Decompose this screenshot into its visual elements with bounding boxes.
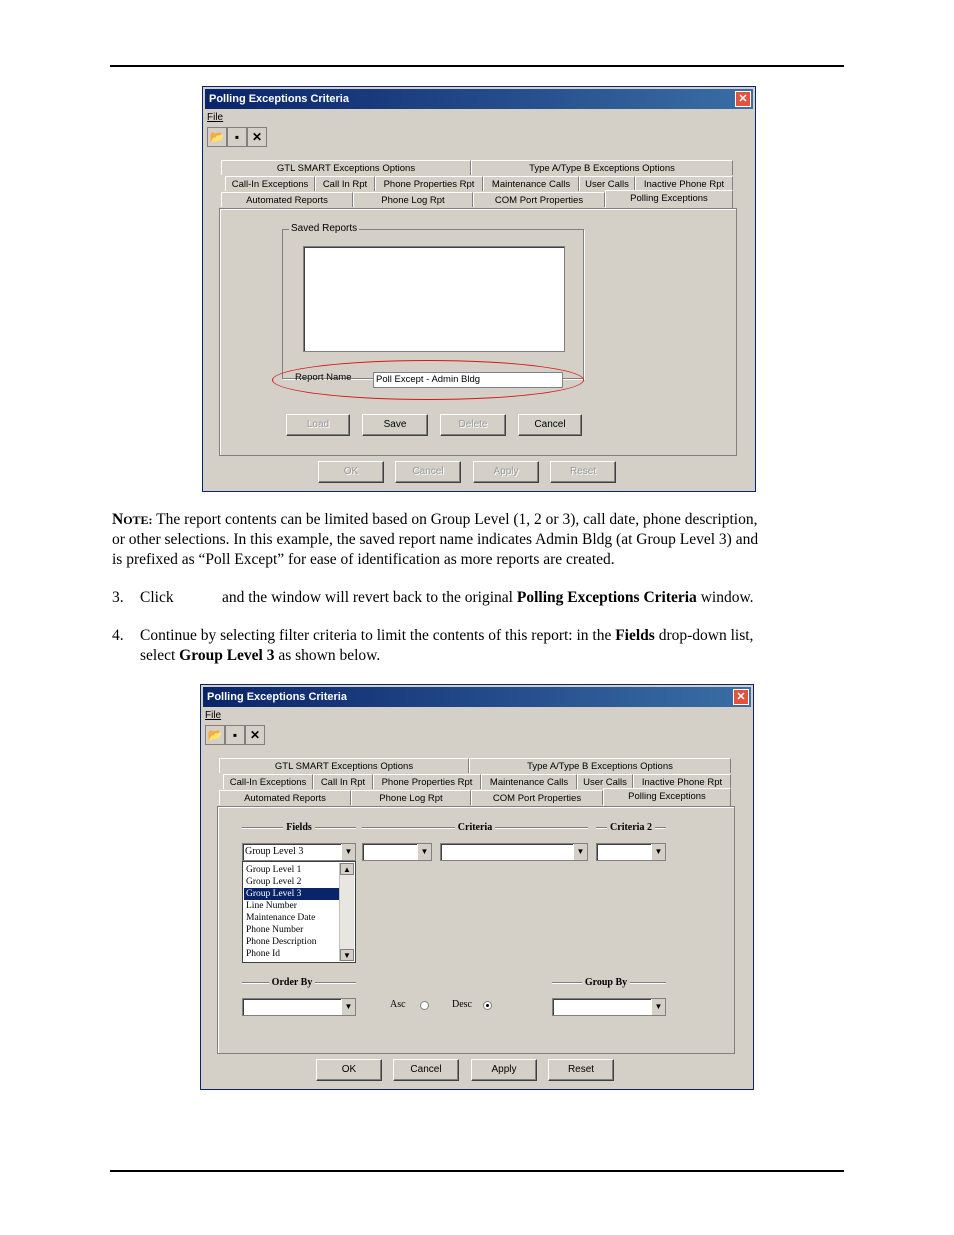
- window-title: Polling Exceptions Criteria: [209, 93, 349, 105]
- saved-reports-group: [282, 223, 584, 385]
- group-by-label-text: Group By: [582, 977, 630, 988]
- tab-row-1: [221, 160, 735, 175]
- reset-button[interactable]: Reset: [550, 461, 616, 483]
- list-item[interactable]: Group Level 1: [246, 865, 302, 875]
- note-text-2: or other selections. In this example, the saved report name indicates Admin Bldg (at Group Level 3) and: [112, 531, 759, 548]
- chevron-down-icon[interactable]: ▼: [651, 844, 665, 860]
- close-button[interactable]: ✕: [735, 91, 751, 107]
- tab-gtl-smart-exceptions[interactable]: GTL SMART Exceptions Options: [219, 758, 469, 773]
- step-4-group-level-bold: Group Level 3: [179, 647, 275, 664]
- fields-label-text: Fields: [283, 822, 315, 833]
- criteria-label-text: Criteria: [455, 822, 495, 833]
- scroll-down-icon[interactable]: ▼: [340, 949, 354, 961]
- list-item[interactable]: Maintenance Date: [246, 913, 316, 923]
- note-label-n: N: [112, 511, 124, 528]
- tab-inactive-phone-rpt[interactable]: Inactive Phone Rpt: [635, 176, 733, 191]
- bottom-rule: [110, 1170, 844, 1172]
- delete-button[interactable]: Delete: [440, 414, 506, 436]
- menu-bar: [207, 111, 223, 125]
- step-4-shown-below: as shown below.: [278, 647, 381, 664]
- list-item-selected[interactable]: Group Level 3: [244, 888, 339, 900]
- report-name-label: Report Name: [295, 372, 352, 383]
- tab-call-in-exceptions[interactable]: Call-In Exceptions: [225, 176, 315, 191]
- polling-exceptions-window-saved-reports: [202, 86, 756, 492]
- list-item[interactable]: Phone Description: [246, 937, 317, 947]
- open-folder-icon[interactable]: 📂: [205, 725, 225, 745]
- list-item[interactable]: Group Level 2: [246, 877, 302, 887]
- menu-bar-2: [205, 709, 221, 723]
- desc-radio[interactable]: [483, 1001, 492, 1010]
- apply-button[interactable]: Apply: [471, 1059, 537, 1081]
- ok-button[interactable]: OK: [318, 461, 384, 483]
- criteria-value-dropdown[interactable]: [440, 843, 588, 861]
- tab-maintenance-calls[interactable]: Maintenance Calls: [483, 176, 579, 191]
- tab-row-1-2: [219, 758, 733, 773]
- group-by-dropdown[interactable]: [552, 998, 666, 1016]
- tab-row-2-2: [223, 774, 733, 789]
- chevron-down-icon[interactable]: ▼: [341, 844, 355, 860]
- close-x-icon[interactable]: ✕: [245, 725, 265, 745]
- step-3-text: [222, 588, 754, 608]
- order-by-dropdown[interactable]: [242, 998, 356, 1016]
- save-button[interactable]: Save: [362, 414, 428, 436]
- tab-inactive-phone-rpt[interactable]: Inactive Phone Rpt: [633, 774, 731, 789]
- tab-automated-reports[interactable]: Automated Reports: [221, 192, 353, 207]
- step-4-line-1: [140, 626, 860, 646]
- tab-call-in-rpt[interactable]: Call In Rpt: [313, 774, 373, 789]
- tab-gtl-smart-exceptions[interactable]: GTL SMART Exceptions Options: [221, 160, 471, 175]
- tab-panel-2: [217, 806, 735, 1054]
- step-3-click: Click: [140, 589, 174, 606]
- cancel-button[interactable]: Cancel: [395, 461, 461, 483]
- window-title-2: Polling Exceptions Criteria: [207, 691, 347, 703]
- tab-polling-exceptions[interactable]: Polling Exceptions: [603, 788, 731, 806]
- polling-exceptions-window-fields: [200, 684, 754, 1090]
- tab-phone-log-rpt[interactable]: Phone Log Rpt: [353, 192, 473, 207]
- tab-type-a-b-exceptions[interactable]: Type A/Type B Exceptions Options: [469, 758, 731, 773]
- chevron-down-icon[interactable]: ▼: [341, 999, 355, 1015]
- save-disk-icon[interactable]: ▪: [225, 725, 245, 745]
- tab-user-calls[interactable]: User Calls: [577, 774, 633, 789]
- tab-com-port-properties[interactable]: COM Port Properties: [473, 192, 605, 207]
- note-text-1: The report contents can be limited based on Group Level (1, 2 or 3), call date, phone description,: [156, 511, 758, 528]
- step-3-number: 3.: [112, 589, 124, 606]
- list-item[interactable]: Phone Number: [246, 925, 304, 935]
- step-3-mid: and the window will revert back to the original: [222, 589, 513, 606]
- save-disk-icon[interactable]: ▪: [227, 127, 247, 147]
- ok-button[interactable]: OK: [316, 1059, 382, 1081]
- apply-button[interactable]: Apply: [473, 461, 539, 483]
- saved-reports-label: Saved Reports: [291, 223, 358, 234]
- tab-user-calls[interactable]: User Calls: [579, 176, 635, 191]
- window-title-bar: [205, 89, 753, 109]
- tab-call-in-exceptions[interactable]: Call-In Exceptions: [223, 774, 313, 789]
- fields-dropdown-value: Group Level 3: [245, 846, 304, 857]
- highlight-ellipse: [272, 360, 584, 400]
- open-folder-icon[interactable]: 📂: [207, 127, 227, 147]
- tab-phone-properties-rpt[interactable]: Phone Properties Rpt: [375, 176, 483, 191]
- fields-label: [242, 822, 356, 833]
- scroll-up-icon[interactable]: ▲: [340, 863, 354, 875]
- step-3-end: window.: [700, 589, 754, 606]
- chevron-down-icon[interactable]: ▼: [573, 844, 587, 860]
- tab-phone-properties-rpt[interactable]: Phone Properties Rpt: [373, 774, 481, 789]
- criteria2-label: [596, 822, 666, 833]
- step-4-text-b: drop-down list,: [658, 627, 754, 644]
- step-4-number: 4.: [112, 627, 124, 644]
- tab-panel: [219, 208, 737, 456]
- tab-automated-reports[interactable]: Automated Reports: [219, 790, 351, 805]
- tab-maintenance-calls[interactable]: Maintenance Calls: [481, 774, 577, 789]
- fields-dropdown[interactable]: [242, 843, 356, 861]
- step-4-body: [140, 626, 860, 666]
- list-scrollbar[interactable]: [339, 863, 354, 961]
- step-3: [112, 588, 842, 608]
- step-4: [112, 626, 842, 664]
- criteria-operator-dropdown[interactable]: [362, 843, 432, 861]
- close-button-2[interactable]: ✕: [733, 689, 749, 705]
- load-button[interactable]: Load: [286, 414, 350, 436]
- step-3-bold: Polling Exceptions Criteria: [516, 589, 697, 606]
- fields-dropdown-list: [242, 861, 356, 963]
- menu-file[interactable]: File: [207, 112, 224, 123]
- reset-button[interactable]: Reset: [548, 1059, 614, 1081]
- cancel-button[interactable]: Cancel: [393, 1059, 459, 1081]
- tab-call-in-rpt[interactable]: Call In Rpt: [315, 176, 375, 191]
- chevron-down-icon[interactable]: ▼: [417, 844, 431, 860]
- list-item[interactable]: Phone Id: [246, 949, 281, 959]
- tab-phone-log-rpt[interactable]: Phone Log Rpt: [351, 790, 471, 805]
- step-4-fields-bold: Fields: [615, 627, 655, 644]
- desc-label: Desc: [452, 999, 472, 1010]
- tab-row-3-2: [219, 790, 733, 805]
- step-4-select: select: [140, 647, 176, 664]
- order-by-label: [242, 977, 342, 988]
- asc-label: Asc: [390, 999, 406, 1010]
- criteria2-label-text: Criteria 2: [607, 822, 655, 833]
- cancel-report-button[interactable]: Cancel: [518, 414, 582, 436]
- list-item[interactable]: Line Number: [246, 901, 297, 911]
- criteria2-dropdown[interactable]: [596, 843, 666, 861]
- close-x-icon[interactable]: ✕: [247, 127, 267, 147]
- note-paragraph: [112, 510, 842, 570]
- tab-polling-exceptions[interactable]: Polling Exceptions: [605, 190, 733, 208]
- top-rule: [110, 65, 844, 67]
- saved-reports-list[interactable]: [303, 246, 565, 352]
- note-text-3: is prefixed as “Poll Except” for ease of identification as more reports are created.: [112, 551, 615, 568]
- menu-file-2[interactable]: File: [205, 710, 222, 721]
- asc-radio[interactable]: [420, 1001, 429, 1010]
- window-title-bar-2: [203, 687, 751, 707]
- report-name-input[interactable]: Poll Except - Admin Bldg: [373, 372, 563, 388]
- criteria-label: [362, 822, 588, 833]
- chevron-down-icon[interactable]: ▼: [651, 999, 665, 1015]
- note-line-1: [112, 510, 842, 530]
- tab-row-3: [221, 192, 735, 207]
- note-label-rest: OTE:: [123, 513, 153, 527]
- order-by-label-text: Order By: [269, 977, 316, 988]
- tab-com-port-properties[interactable]: COM Port Properties: [471, 790, 603, 805]
- tab-type-a-b-exceptions[interactable]: Type A/Type B Exceptions Options: [471, 160, 733, 175]
- group-by-label: [558, 977, 654, 988]
- step-4-line-2: [140, 646, 860, 666]
- step-4-text-a: Continue by selecting filter criteria to limit the contents of this report: in the: [140, 627, 612, 644]
- tab-row-2: [225, 176, 735, 191]
